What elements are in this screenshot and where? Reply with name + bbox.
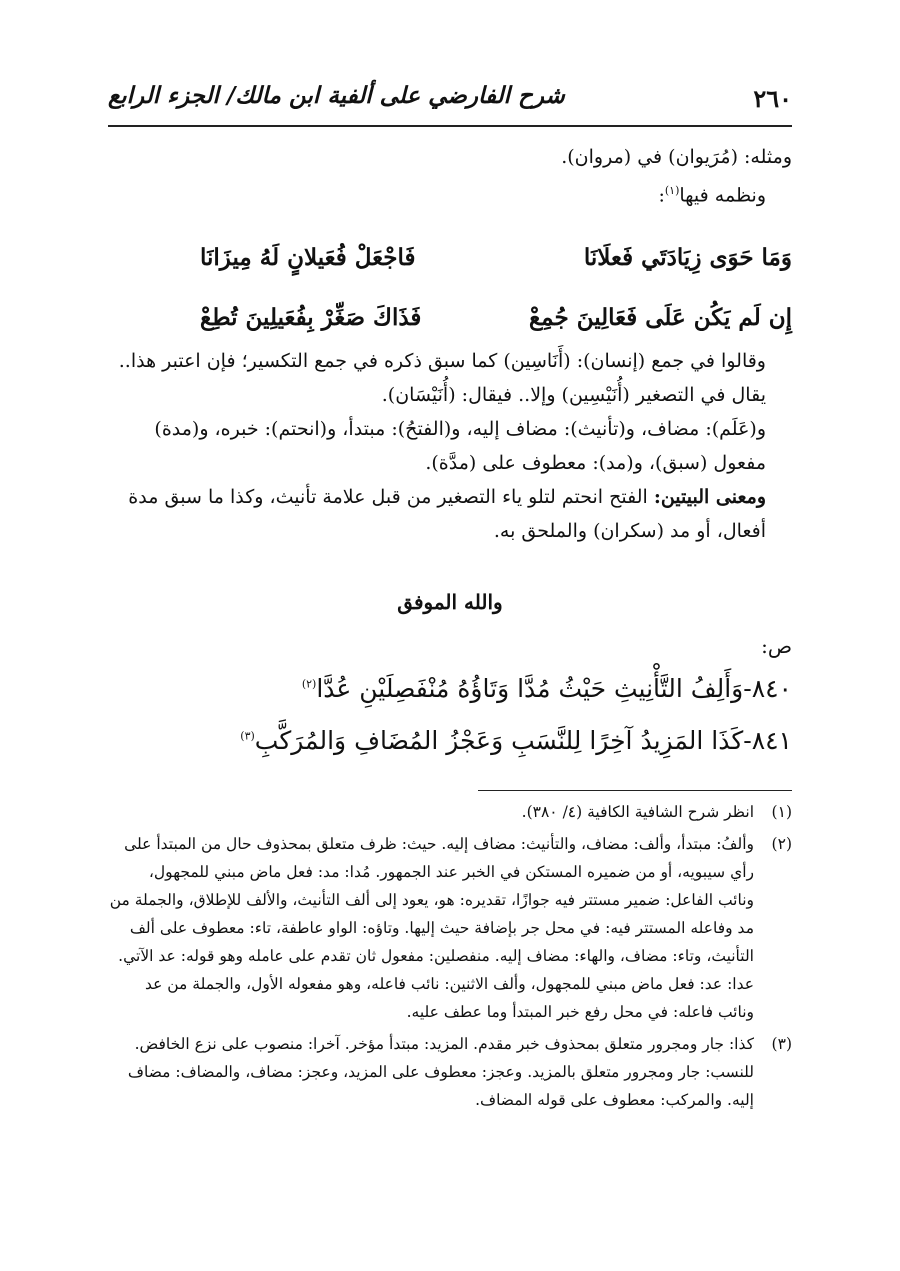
footnote-text: كذا: جار ومجرور متعلق بمحذوف خبر مقدم. المزيد: مبتدأ مؤخر. آخرا: منصوب على نزع الخافض. للنسب: جار ومجرور متعلق بالمزيد. وعجز: معطوف على المزيد، وعجز: مضاف، والمضاف: مضاف إليه. والمركب: معطوف على قوله المضاف. <box>127 1035 754 1109</box>
verse-number: ٨٤١- <box>743 726 792 755</box>
meaning-label: ومعنى البيتين: <box>653 486 766 508</box>
footnote-ref: (٢) <box>301 677 317 691</box>
paragraph-poem-intro: ونظمه فيها$^{(١)}$: <box>658 184 766 207</box>
footnote-number: (١) <box>771 803 792 821</box>
footnote-2 <box>108 830 792 1026</box>
footnote-ref: (٣) <box>240 729 255 743</box>
footnote-text: وألفُ: مبتدأ، وألف: مضاف، والتأنيث: مضاف إليه. حيث: ظرف متعلق بمحذوف حال من المبتدأ على رأي سيبويه، أو من ضميره المستكن في الخبر عند الجمهور. مُدا: مد: فعل ماض مبني للمجهول، ونائب الفاعل: ضمير مستتر فيه جوازًا، تقديره: هو، يعود إلى ألف التأنيث، والألف للإطلاق، والجملة من مد وفاعله المستتر فيه: في محل جر بإضافة حيث إليها. وتاؤه: الواو عاطفة، تاء: معطوف على ألف التأنيث، وتاء: مضاف، والهاء: مضاف إليه. منفصلين: مفعول ثان تقدم على عامله وهو قوله: عد الآتي. عدا: عد: فعل ماض مبني للمجهول، وألف الاثنين: نائب فاعله، وهو مفعوله الأول، والجملة من عد ونائب فاعله: في محل رفع خبر المبتدأ وما عطف عليه. <box>109 835 754 1021</box>
footnote-1 <box>108 798 792 826</box>
footnote-number: (٢) <box>771 835 792 853</box>
hemistich-second: فَاجْعَلْ فُعَيلانٍ لَهُ مِيزَانَا <box>200 244 416 271</box>
running-title: شرح الفارضي على ألفية ابن مالك/ الجزء الرابع <box>108 82 565 109</box>
verse-number: ٨٤٠- <box>743 674 792 703</box>
alfiya-verse-840 <box>108 674 792 703</box>
page-header <box>108 80 792 120</box>
matn-label: ص: <box>761 634 792 658</box>
hemistich-first: وَمَا حَوَى زِيَادَتَي فَعلَانَا <box>583 244 792 271</box>
paragraph-parsing: و(عَلَم): مضاف، و(تأنيث): مضاف إليه، و(الفتحُ): مبتدأ، و(انحتم): خبره، و(مدة) مفعول (سبق)، و(مد): معطوف على (مدَّة). <box>154 418 766 474</box>
footnote-number: (٣) <box>771 1035 792 1053</box>
page-number: ٢٦٠ <box>753 84 792 113</box>
hemistich-first: إِن لَم يَكُن عَلَى فَعَالِينَ جُمِعْ <box>528 304 792 331</box>
verse-text: وَأَلِفُ التَّأْنِيثِ حَيْثُ مُدَّا وَتَاؤُهُ مُنْفَصِلَيْنِ عُدَّا <box>316 674 744 703</box>
hemistich-second: فَذَاكَ صَغِّرْ بِفُعَيلِينَ تُطِعْ <box>200 304 422 331</box>
closing-phrase: والله الموفق <box>397 590 503 614</box>
footnote-text: انظر شرح الشافية الكافية (٤/ ٣٨٠). <box>521 803 754 821</box>
paragraph-plural: وقالوا في جمع (إنسان): (أَنَاسِين) كما سبق ذكره في جمع التكسير؛ فإن اعتبر هذا.. يقال في التصغير (أُنَيْسِين) وإلا.. فيقال: (أُنَيْسَان). <box>118 350 766 406</box>
header-divider <box>108 125 792 127</box>
footnotes <box>108 798 792 1118</box>
commentary-text <box>108 344 792 548</box>
footnote-3 <box>108 1030 792 1114</box>
paragraph-meaning: ومعنى البيتين: الفتح انحتم لتلو ياء التصغير من قبل علامة تأنيث، وكذا ما سبق مدة أفعال، أو مد (سكران) والملحق به. <box>128 486 766 542</box>
footnote-divider <box>478 790 792 791</box>
paragraph-example: ومثله: (مُرَيوان) في (مروان). <box>561 146 792 168</box>
footnote-ref: (١) <box>664 184 680 197</box>
alfiya-verse-841 <box>108 726 792 755</box>
verse-text: كَذَا المَزِيدُ آخِرًا لِلنَّسَبِ وَعَجْزُ المُضَافِ وَالمُرَكَّبِ <box>254 726 744 755</box>
main-text <box>108 140 792 212</box>
